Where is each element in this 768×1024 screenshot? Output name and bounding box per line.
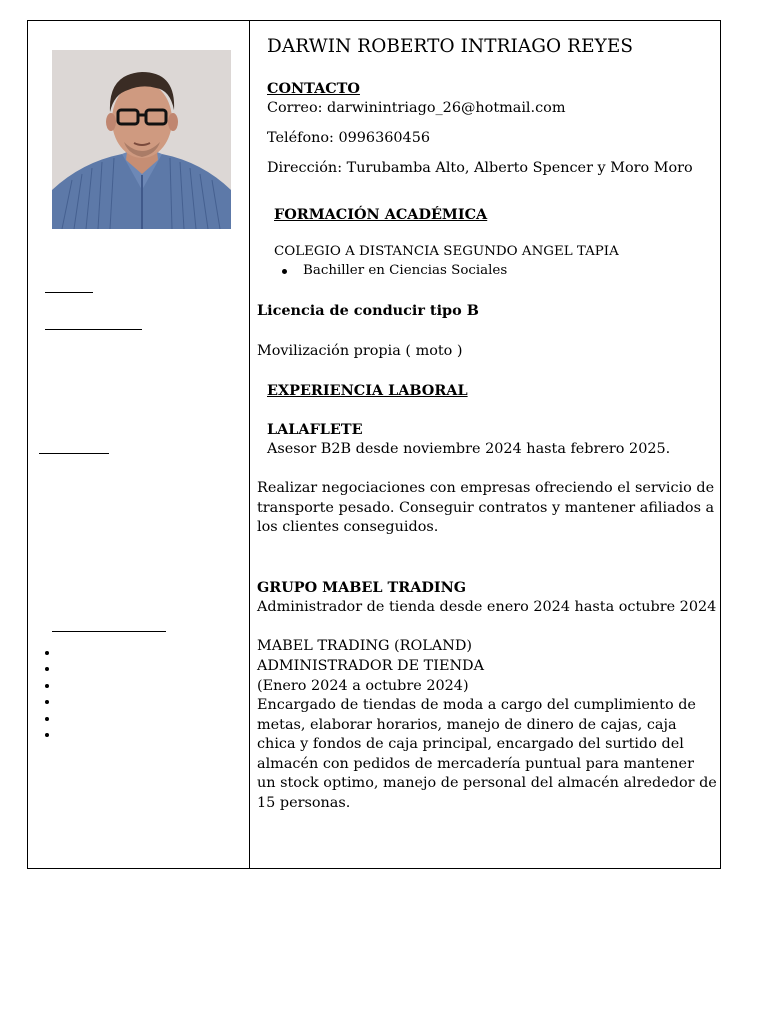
driver-license: Licencia de conducir tipo B [257, 302, 479, 319]
list-item [43, 711, 53, 727]
contact-email: Correo: darwinintriago_26@hotmail.com [267, 100, 566, 116]
side-bullet-list [43, 645, 53, 743]
job-role: Administrador de tienda desde enero 2024 hasta octubre 2024 [257, 599, 717, 615]
list-item [43, 678, 53, 694]
candidate-name: DARWIN ROBERTO INTRIAGO REYES [267, 36, 634, 57]
column-divider [249, 21, 250, 868]
contact-phone: Teléfono: 0996360456 [267, 130, 431, 146]
education-degree: Bachiller en Ciencias Sociales [303, 263, 508, 278]
job-company: LALAFLETE [267, 421, 363, 438]
education-school: COLEGIO A DISTANCIA SEGUNDO ANGEL TAPIA [274, 244, 619, 259]
job-description: Realizar negociaciones con empresas ofreciendo el servicio de transporte pesado. Conseguir contratos y mantener afiliados a los clientes conseguidos. [257, 480, 715, 536]
own-transport: Movilización propia ( moto ) [257, 343, 463, 359]
list-item [43, 645, 53, 661]
contact-address: Dirección: Turubamba Alto, Alberto Spencer y Moro Moro [267, 160, 693, 176]
list-item [43, 661, 53, 677]
education-heading: FORMACIÓN ACADÉMICA [274, 206, 488, 223]
bullet-icon [282, 269, 287, 274]
experience-heading: EXPERIENCIA LABORAL [267, 382, 468, 399]
side-heading-line [52, 631, 166, 632]
cv-document [27, 20, 721, 869]
side-heading-line [45, 292, 93, 293]
job-detail: (Enero 2024 a octubre 2024) [257, 678, 469, 694]
profile-photo [52, 50, 231, 229]
job-company: GRUPO MABEL TRADING [257, 579, 467, 596]
job-detail: MABEL TRADING (ROLAND) [257, 638, 472, 654]
side-heading-line [45, 329, 142, 330]
contact-heading: CONTACTO [267, 80, 360, 97]
list-item [43, 727, 53, 743]
job-detail: ADMINISTRADOR DE TIENDA [257, 658, 484, 674]
job-role: Asesor B2B desde noviembre 2024 hasta febrero 2025. [267, 441, 671, 457]
job-description: Encargado de tiendas de moda a cargo del cumplimiento de metas, elaborar horarios, manejo de dinero de cajas, caja chica y fondos de caja principal, encargado del surtido del almacén con pedidos de mercadería puntual para mantener un stock optimo, manejo de personal del almacén alrededor de 15 personas. [257, 697, 717, 811]
list-item [43, 694, 53, 710]
side-heading-line [39, 453, 109, 454]
